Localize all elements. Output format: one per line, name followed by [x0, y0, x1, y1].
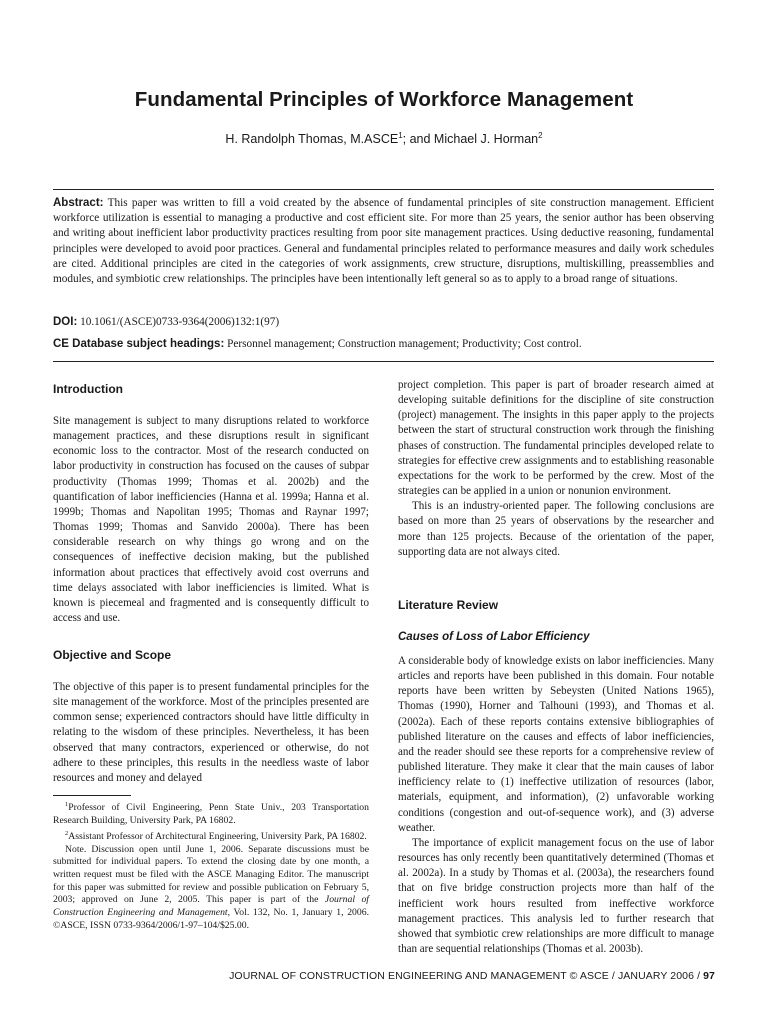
objective-paragraph: The objective of this paper is to present fundamental principles for the site management of the workforce. Most of the principles presented are common sense; experienced contractors should have little difficulty in relating to the wisdom of these principles. Nevertheless, it has been observed that many contractors, experienced or otherwise, do not adhere to these principles, this results in the needless waste of labor resources and money and delayed — [53, 681, 369, 784]
author-separator: ; and — [402, 132, 434, 147]
running-footer — [229, 970, 715, 982]
author-line — [0, 131, 768, 146]
footnotes — [53, 799, 369, 933]
introduction-section — [53, 414, 369, 626]
discussion-note — [53, 844, 369, 933]
section-heading-literature-review: Literature Review — [398, 598, 499, 612]
footnote-rule — [53, 795, 131, 796]
right-column-top — [398, 378, 714, 560]
footnote-1-mark: 1 — [65, 801, 69, 808]
causes-section — [398, 654, 714, 957]
note-text: Note. Discussion open until June 1, 2006. Separate discussions must be submitted for individual papers. To extend the closing date by one month, a written request must be filed with the ASCE Managing Editor. The manuscript for this paper was submitted for review and possible publication on February 5, 2003; approved on June 2, 2005. This paper is part of the — [53, 843, 369, 906]
footer-journal-text: JOURNAL OF CONSTRUCTION ENGINEERING AND MANAGEMENT © ASCE / JANUARY 2006 / — [229, 970, 704, 982]
doi-label: DOI: — [53, 316, 78, 328]
page-number: 97 — [703, 970, 715, 982]
introduction-paragraph: Site management is subject to many disruptions related to workforce management practices, and these disruptions result in significant economic loss to the contractor. Most of the research conducted on labor productivity in construction has focused on the causes of subpar productivity (Thomas 1999; Thomas et al. 2002b) and the quantification of labor inefficiencies (Hanna et al. 1999a; Hanna et al. 1999b; Thomas and Napolitan 1995; Thomas and Raynar 1997; Thomas 1999; Thomas and Sanvido 2000a). There has been considerable research on why things go wrong and on the consequences of ineffective decision making, but the published information about practices that effectively avoid cost overruns and time delays associated with labor inefficiencies is limited. What is known is piecemeal and fragmented and is consequently difficult to access and use. — [53, 415, 369, 625]
paragraph-management-focus: The importance of explicit management focus on the use of labor resources has only recently been quantitatively determined (Thomas et al. 2002a). In a study by Thomas et al. (2003a), the researchers found that on five bridge construction projects more than half of the inefficient work hours resulted from ineffective workforce management practices. This analysis led to further research that showed that symbiotic crew relationships are more difficult to manage than are sequential relationships (Thomas et al. 2003b). — [398, 836, 714, 955]
paragraph-industry-oriented: This is an industry-oriented paper. The following conclusions are based on more than 25 years of observations by the researcher and more than 125 projects. Because of the orientation of the paper, supporting data are not always cited. — [398, 500, 714, 558]
footnote-1 — [53, 799, 369, 828]
subsection-heading-causes: Causes of Loss of Labor Efficiency — [398, 631, 590, 643]
author-2-affiliation-mark: 2 — [538, 131, 543, 140]
objective-section — [53, 680, 369, 786]
subject-headings-label: CE Database subject headings: — [53, 338, 225, 350]
section-heading-introduction: Introduction — [53, 382, 123, 396]
footnote-2-mark: 2 — [65, 829, 69, 837]
journal-name: Journal of Construction Engineering and Management — [53, 894, 370, 919]
abstract-text: This paper was written to fill a void created by the absence of fundamental principles of site construction management. Efficient workforce utilization is essential to managing a productive and cost efficient site. For more than 25 years, the senior author has been observing and writing about inefficient labor productivity practices resulting from poor site management practices. Using deductive reasoning, fundamental principles were developed to avoid poor practices. General and fundamental principles related to performance measures and daily work schedules are cited. Additional principles are cited in the categories of work assignments, crew structure, disruptions, multiskilling, preassemblies and modules, and symbiotic crew relationships. The principles have been intentionally left general so as to apply to a broad range of situations. — [53, 197, 714, 286]
abstract-top-rule — [53, 189, 714, 190]
paragraph-labor-inefficiencies: A considerable body of knowledge exists on labor inefficiencies. Many articles and reports have been published in this domain. Four notable reports have been written by Sebeysten (United Nations 1965), Thomas (1990), Horner and Talhouni (1993), and Thomas et al. (2002a). Each of these reports contains extensive bibliographies of published literature on the causes and effects of labor inefficiencies, and the reader should see these reports for a comprehensive review of published literature. They make it clear that the main causes of labor inefficiency relate to (1) ineffective utilization of resources (labor, materials, equipment, and information), (2) unfavorable working conditions (congestion and out-of-sequence work), and (3) adverse weather. — [398, 655, 714, 834]
note-text-end: , Vol. 132, No. 1, January 1, 2006. ©ASCE, ISSN 0733-9364/2006/1-97–104/$25.00. — [53, 907, 369, 931]
abstract-bottom-rule — [53, 361, 714, 362]
author-2: Michael J. Horman — [433, 132, 539, 147]
doi-value: 10.1061/(ASCE)0733-9364(2006)132:1(97) — [80, 316, 280, 328]
footnote-2-text: Assistant Professor of Architectural Engineering, University Park, PA 16802. — [68, 830, 367, 842]
footnote-1-text: Professor of Civil Engineering, Penn State Univ., 203 Transportation Research Building, University Park, PA 16802. — [53, 802, 369, 826]
abstract — [53, 196, 714, 287]
doi-line — [53, 316, 279, 328]
paragraph-project-completion: project completion. This paper is part of broader research aimed at developing suitable definitions for the discipline of site construction (project) management. The insights in this paper apply to the projects between the start of structural construction work through the finishing phases of construction. The fundamental principles developed relate to strategies for effective crew assignments and to establishing reasonable expectations for the work to be performed by the crew. Most of the strategies can be applied in a union or nonunion environment. — [398, 379, 714, 498]
subject-headings-value: Personnel management; Construction management; Productivity; Cost control. — [227, 338, 582, 350]
abstract-label: Abstract: — [53, 197, 104, 209]
author-1-affiliation-mark: 1 — [398, 131, 403, 140]
section-heading-objective-scope: Objective and Scope — [53, 648, 172, 662]
footnote-2 — [53, 828, 369, 844]
subject-headings-line — [53, 338, 582, 350]
author-1: H. Randolph Thomas, M.ASCE — [225, 132, 399, 147]
paper-title: Fundamental Principles of Workforce Management — [134, 88, 634, 111]
